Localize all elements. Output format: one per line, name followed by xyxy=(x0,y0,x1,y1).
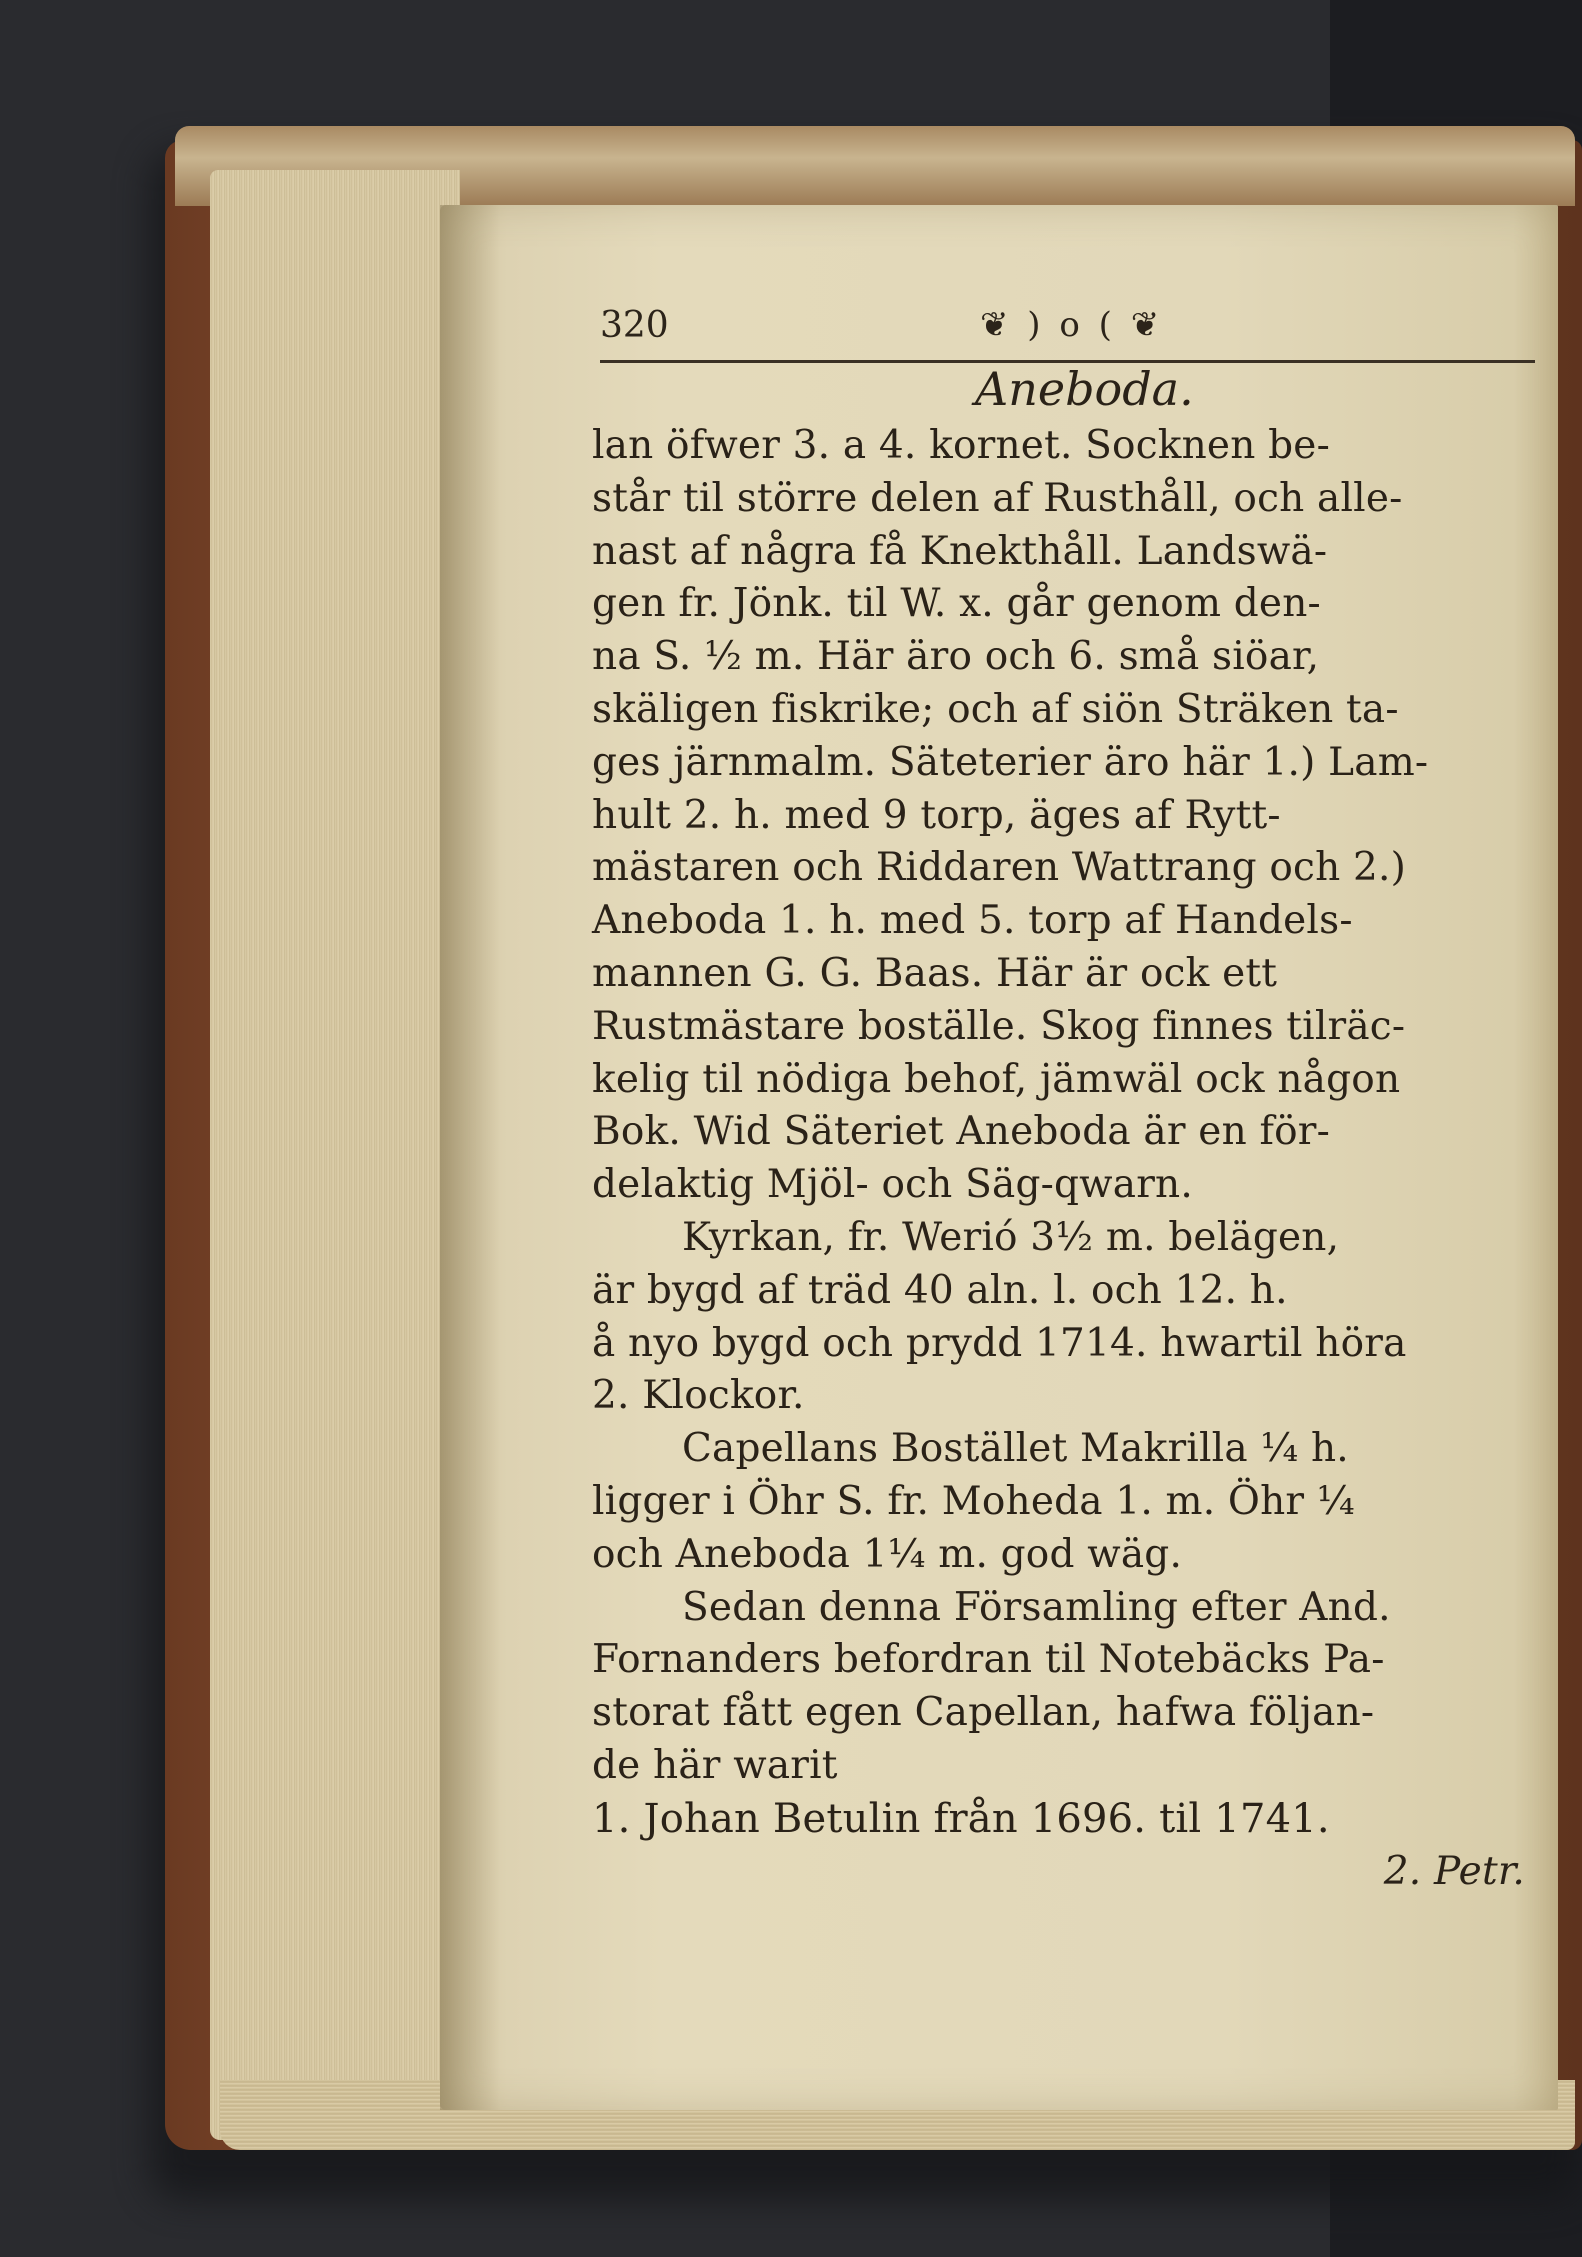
text-line: Capellans Bostället Makrilla ¼ h. xyxy=(682,1426,1349,1472)
text-line: Fornanders befordran til Notebäcks Pa- xyxy=(592,1637,1385,1683)
text-line: lan öfwer 3. a 4. kornet. Socknen be- xyxy=(592,423,1330,468)
page-header xyxy=(600,305,1530,353)
text-line: 2. Klockor. xyxy=(592,1373,805,1419)
text-line: mannen G. G. Baas. Här är ock ett xyxy=(592,950,1278,996)
text-line: delaktig Mjöl- och Säg-qwarn. xyxy=(592,1162,1193,1208)
text-line: Bok. Wid Säteriet Aneboda är en för- xyxy=(592,1109,1331,1155)
body-text xyxy=(592,420,1547,1898)
text-line: gen fr. Jönk. til W. x. går genom den- xyxy=(592,581,1321,627)
text-line: storat fått egen Capellan, hafwa följan- xyxy=(592,1690,1375,1736)
text-line: och Aneboda 1¼ m. god wäg. xyxy=(592,1531,1183,1577)
text-line: Kyrkan, fr. Werió 3½ m. belägen, xyxy=(682,1214,1340,1260)
text-line: de här warit xyxy=(592,1742,838,1788)
text-line: skäligen fiskrike; och af siön Sträken ta- xyxy=(592,686,1399,732)
text-line: står til större delen af Rusthåll, och alle- xyxy=(592,475,1403,521)
page-number: 320 xyxy=(600,305,669,346)
text-line: Sedan denna Församling efter And. xyxy=(682,1584,1391,1630)
text-line: hult 2. h. med 9 torp, äges af Rytt- xyxy=(592,792,1281,838)
text-line: mästaren och Riddaren Wattrang och 2.) xyxy=(592,845,1407,891)
text-line: nast af några få Knekthåll. Landswä- xyxy=(592,528,1328,574)
text-line: å nyo bygd och prydd 1714. hwartil höra xyxy=(592,1320,1407,1366)
gutter-shadow xyxy=(440,205,500,2110)
text-line: Rustmästare boställe. Skog finnes tilräc- xyxy=(592,1003,1406,1049)
text-line: Aneboda 1. h. med 5. torp af Handels- xyxy=(592,898,1353,944)
text-line: är bygd af träd 40 aln. l. och 12. h. xyxy=(592,1267,1288,1313)
text-line: kelig til nödiga behof, jämwäl ock någon xyxy=(592,1056,1401,1102)
text-line: 1. Johan Betulin från 1696. til 1741. xyxy=(592,1795,1330,1842)
catchword: 2. Petr. xyxy=(1383,1848,1525,1894)
text-line: ges järnmalm. Säteterier äro här 1.) Lam- xyxy=(592,739,1429,785)
page-edges xyxy=(210,170,460,2140)
text-line: na S. ½ m. Här äro och 6. små siöar, xyxy=(592,634,1320,680)
text-line: ligger i Öhr S. fr. Moheda 1. m. Öhr ¼ xyxy=(592,1478,1355,1524)
running-head: Aneboda. xyxy=(975,362,1194,416)
header-ornament: ❦ ) o ( ❦ xyxy=(980,305,1164,345)
